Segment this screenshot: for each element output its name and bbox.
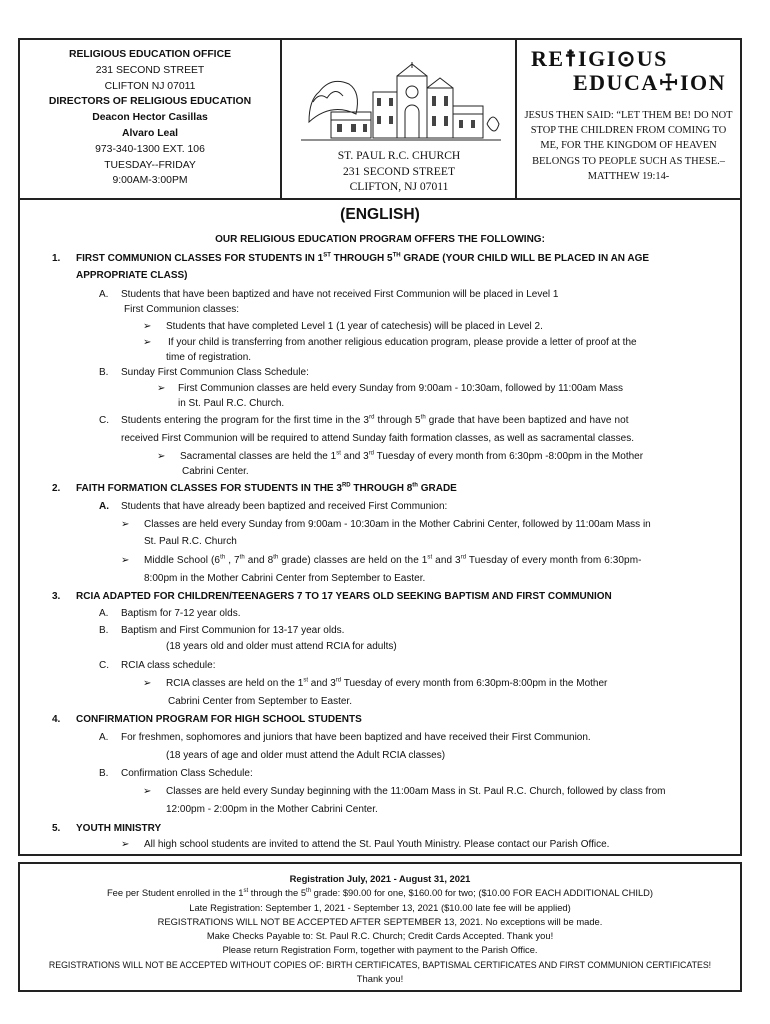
- s3-a-marker: A.: [99, 608, 109, 619]
- section-4-heading: CONFIRMATION PROGRAM FOR HIGH SCHOOL STUDENTS: [76, 714, 362, 725]
- office-info: [20, 40, 282, 198]
- s3-c-bullet-1: RCIA classes are held on the 1st and 3rd Tuesday of every month from 6:30pm-8:00pm in the Mother: [166, 677, 608, 689]
- bullet-arrow: ➢: [121, 555, 130, 566]
- office-city: CLIFTON NJ 07011: [104, 80, 196, 92]
- section-5-heading: YOUTH MINISTRY: [76, 823, 162, 834]
- s1-b-bullet-1: First Communion classes are held every Sunday from 9:00am - 10:30am, followed by 11:00am Mass: [178, 383, 624, 394]
- s2-a-bullet-1: Classes are held every Sunday from 9:00am - 10:30am in the Mother Cabrini Center, followed by 11:00am Mass in: [144, 519, 651, 530]
- s1-c-text-line2: received First Communion will be required to attend Sunday faith formation classes, as well as sacramental classes.: [121, 433, 635, 444]
- office-hours: 9:00AM-3:00PM: [112, 175, 188, 187]
- s1-a-text: Students that have been baptized and have not received First Communion will be placed in Level 1: [121, 289, 559, 300]
- bullet-arrow: ➢: [121, 839, 130, 850]
- s1-c-bullet-1: Sacramental classes are held the 1st and 3rd Tuesday of every month from 6:30pm -8:00pm in the Mother: [180, 450, 644, 462]
- bullet-arrow: ➢: [157, 383, 166, 394]
- s1-a-marker: A.: [99, 289, 109, 300]
- section-2-heading: FAITH FORMATION CLASSES FOR STUDENTS IN THE 3RD THROUGH 8th GRADE: [76, 482, 457, 494]
- registration-copies: REGISTRATIONS WILL NOT BE ACCEPTED WITHOUT COPIES OF: BIRTH CERTIFICATES, BAPTISMAL CERTIFICATES AND FIRST COMMUNION CERTIFICATES!: [48, 959, 712, 970]
- office-days: TUESDAY--FRIDAY: [104, 159, 196, 171]
- bullet-arrow: ➢: [143, 337, 152, 348]
- logo-line-2: EDUCA☩ION: [573, 70, 727, 95]
- registration-deadline: REGISTRATIONS WILL NOT BE ACCEPTED AFTER SEPTEMBER 13, 2021. No exceptions will be made.: [157, 915, 603, 927]
- s3-c-text: RCIA class schedule:: [121, 660, 216, 671]
- office-phone: 973-340-1300 EXT. 106: [95, 143, 205, 155]
- bullet-arrow: ➢: [143, 786, 152, 797]
- registration-box: [18, 862, 742, 992]
- verse: JESUS THEN SAID: “LET THEM BE! DO NOT STOP THE CHILDREN FROM COMING TO ME, FOR THE KINGDOM OF HEAVEN BELONGS TO PEOPLE SUCH AS THESE.–MATTHEW 19:14-: [524, 110, 733, 182]
- s4-a-text-line2: (18 years of age and older must attend the Adult RCIA classes): [166, 750, 446, 761]
- section-3-heading: RCIA ADAPTED FOR CHILDREN/TEENAGERS 7 TO 17 YEARS OLD SEEKING BAPTISM AND FIRST COMMUNION: [76, 591, 612, 602]
- s5-bullet-1: All high school students are invited to attend the St. Paul Youth Ministry. Please contact our Parish Office.: [144, 839, 610, 850]
- s1-c-bullet-1-line2: Cabrini Center.: [182, 466, 249, 477]
- s1-c-marker: C.: [99, 415, 109, 426]
- s4-a-text: For freshmen, sophomores and juniors that have been baptized and have received their First Communion.: [121, 732, 591, 743]
- main-frame: [18, 38, 742, 856]
- section-5-number: 5.: [52, 823, 61, 834]
- s1-a-bullet-1: Students that have completed Level 1 (1 year of catechesis) will be placed in Level 2.: [166, 321, 543, 332]
- bullet-arrow: ➢: [143, 678, 152, 689]
- s4-b-marker: B.: [99, 768, 109, 779]
- s4-b-text: Confirmation Class Schedule:: [121, 768, 253, 779]
- s1-c-text: Students entering the program for the first time in the 3rd through 5th grade that have been baptized and have not: [121, 414, 629, 426]
- s2-a-marker: A.: [99, 501, 109, 512]
- s2-a-bullet-1-line2: St. Paul R.C. Church: [144, 536, 237, 547]
- s1-a-bullet-2-line2: time of registration.: [166, 352, 252, 363]
- s1-a-text-line2: First Communion classes:: [124, 304, 240, 315]
- church-illustration: [301, 62, 501, 144]
- church-info: [283, 40, 517, 198]
- section-1-heading: FIRST COMMUNION CLASSES FOR STUDENTS IN 1ST THROUGH 5TH GRADE (YOUR CHILD WILL BE PLACED IN AN AGE: [76, 252, 650, 264]
- page-subtitle: OUR RELIGIOUS EDUCATION PROGRAM OFFERS THE FOLLOWING:: [215, 234, 545, 245]
- s3-c-marker: C.: [99, 660, 109, 671]
- section-3-number: 3.: [52, 591, 61, 602]
- s1-b-bullet-1-line2: in St. Paul R.C. Church.: [178, 398, 285, 409]
- s1-b-marker: B.: [99, 367, 109, 378]
- s3-b-text: Baptism and First Communion for 13-17 year olds.: [121, 625, 345, 636]
- s3-b-text-line2: (18 years old and older must attend RCIA for adults): [166, 641, 397, 652]
- registration-fee: Fee per Student enrolled in the 1st through the 5th grade: $90.00 for one, $160.00 for two; ($10.00 FOR EACH ADDITIONAL CHILD): [106, 887, 654, 899]
- page-title: (ENGLISH): [340, 206, 420, 223]
- bullet-arrow: ➢: [157, 451, 166, 462]
- s2-a-text: Students that have already been baptized and received First Communion:: [121, 501, 448, 512]
- bullet-arrow: ➢: [121, 519, 130, 530]
- registration-checks: Make Checks Payable to: St. Paul R.C. Church; Credit Cards Accepted. Thank you!: [206, 930, 554, 942]
- office-street: 231 SECOND STREET: [95, 64, 205, 76]
- church-city: CLIFTON, NJ 07011: [349, 180, 449, 193]
- church-street: 231 SECOND STREET: [342, 164, 456, 178]
- office-title: RELIGIOUS EDUCATION OFFICE: [68, 49, 232, 60]
- bullet-arrow: ➢: [143, 321, 152, 332]
- s3-c-bullet-1-line2: Cabrini Center from September to Easter.: [168, 696, 352, 707]
- header: [20, 40, 740, 200]
- s3-b-marker: B.: [99, 625, 109, 636]
- registration-title: Registration July, 2021 - August 31, 2021: [289, 873, 471, 884]
- s2-a-bullet-2: Middle School (6th , 7th and 8th grade) classes are held on the 1st and 3rd Tuesday of every month from 6:30pm-: [144, 554, 642, 566]
- s4-b-bullet-1-line2: 12:00pm - 2:00pm in the Mother Cabrini Center.: [166, 804, 378, 815]
- section-1-number: 1.: [52, 253, 61, 264]
- s4-a-marker: A.: [99, 732, 109, 743]
- s3-a-text: Baptism for 7-12 year olds.: [121, 608, 241, 619]
- s1-a-bullet-2: If your child is transferring from another religious education program, please provide a letter of proof at the: [168, 337, 637, 348]
- registration-return: Please return Registration Form, together with payment to the Parish Office.: [222, 944, 538, 956]
- church-name: ST. PAUL R.C. CHURCH: [337, 149, 461, 162]
- registration-thanks: Thank you!: [356, 973, 404, 985]
- logo-block: [517, 40, 740, 198]
- section-1-heading-line2: APPROPRIATE CLASS): [76, 270, 188, 281]
- directors-title: DIRECTORS OF RELIGIOUS EDUCATION: [48, 96, 252, 108]
- logo-line-1: RE☨IGI⊙US: [531, 46, 668, 71]
- section-2-number: 2.: [52, 483, 61, 494]
- director-1: Deacon Hector Casillas: [92, 112, 208, 124]
- registration-late: Late Registration: September 1, 2021 - September 13, 2021 ($10.00 late fee will be applied): [189, 901, 571, 913]
- director-2: Alvaro Leal: [121, 127, 179, 139]
- section-4-number: 4.: [52, 714, 61, 725]
- s4-b-bullet-1: Classes are held every Sunday beginning with the 11:00am Mass in St. Paul R.C. Church, followed by class from: [166, 786, 666, 797]
- s2-a-bullet-2-line2: 8:00pm in the Mother Cabrini Center from September to Easter.: [144, 573, 426, 584]
- s1-b-text: Sunday First Communion Class Schedule:: [121, 367, 309, 378]
